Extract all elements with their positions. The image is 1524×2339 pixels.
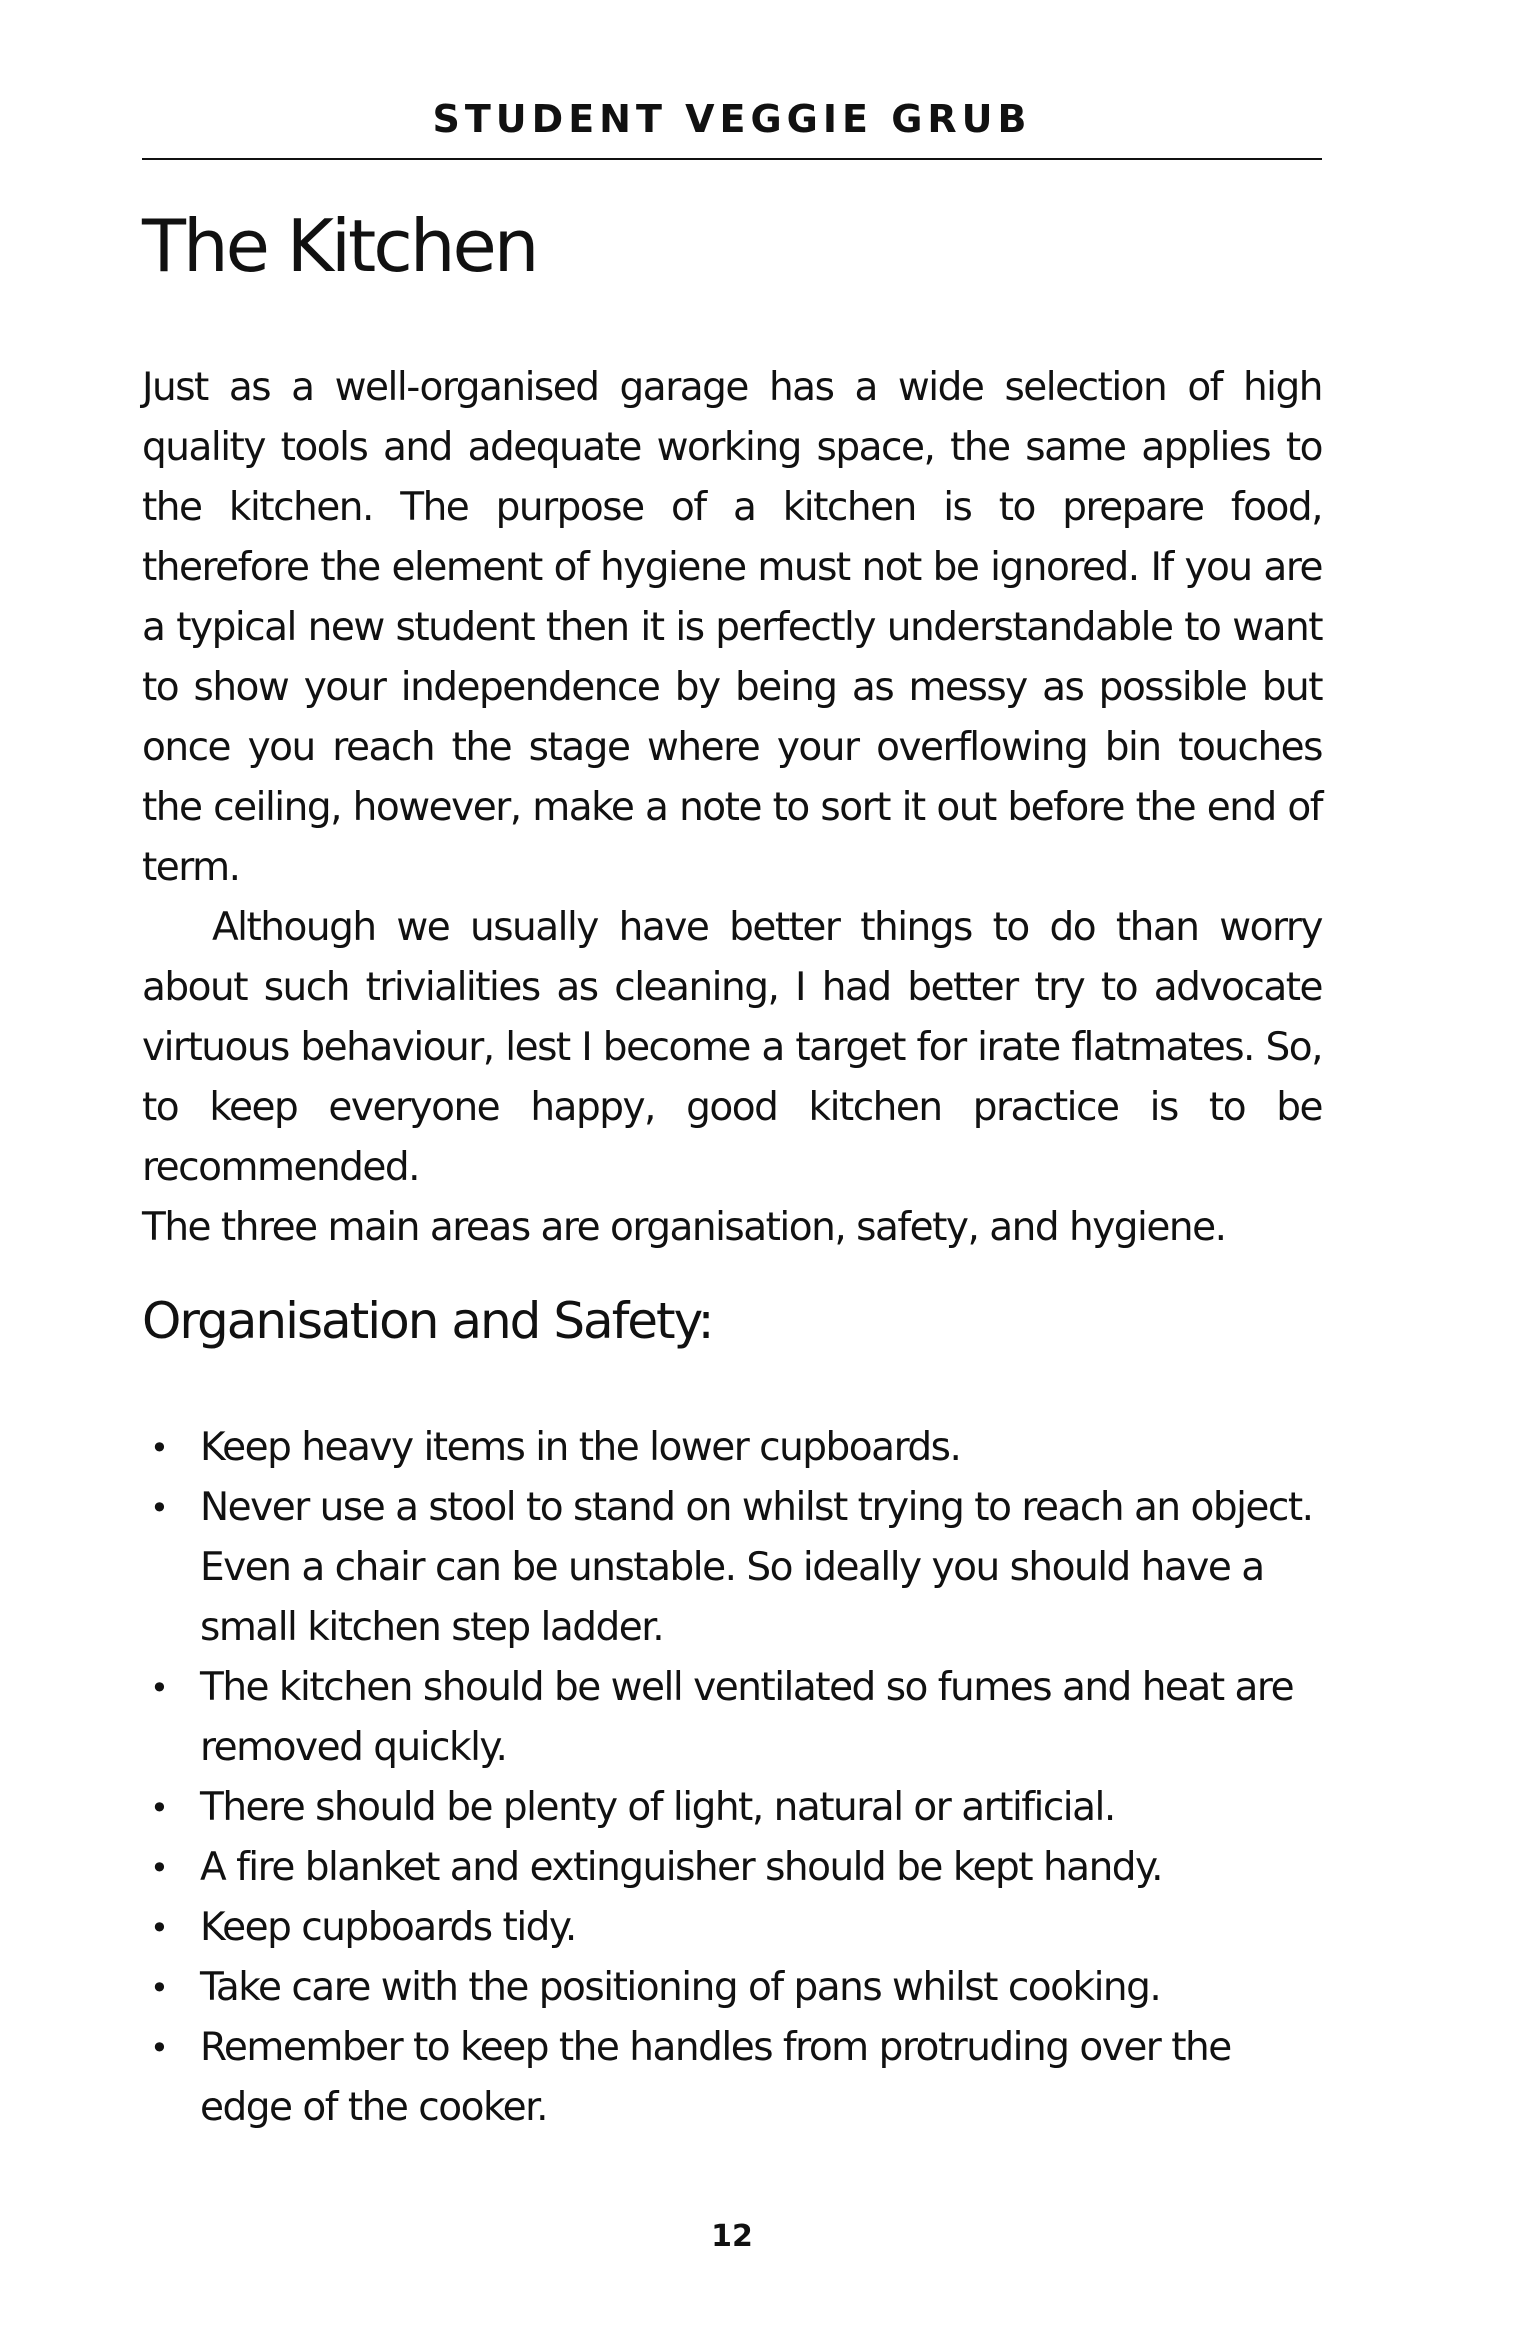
bullet-item	[142, 1418, 1322, 1478]
bullet-dot-icon: •	[150, 1909, 168, 1947]
running-header: STUDENT VEGGIE GRUB	[432, 97, 1032, 141]
bullet-text: Remember to keep the handles from protruding over the edge of the cooker.	[200, 2025, 1231, 2130]
summary-paragraph: The three main areas are organisation, safety, and hygiene.	[142, 1205, 1226, 1250]
bullet-item	[142, 1478, 1322, 1658]
bullet-text: Take care with the positioning of pans whilst cooking.	[200, 1965, 1161, 2010]
page-number: 12	[711, 2219, 753, 2254]
bullet-dot-icon: •	[150, 1429, 168, 1467]
bullet-dot-icon: •	[150, 1669, 168, 1707]
intro-paragraph-1: Just as a well-organised garage has a wide selection of high quality tools and adequate working space, the same applies to the kitchen. The purpose of a kitchen is to prepare food, therefore the element of hygiene must not be ignored. If you are a typical new student then it is perfectly understandable to want to show your independence by being as messy as possible but once you reach the stage where your overflowing bin touches the ceiling, however, make a note to sort it out before the end of term.	[142, 365, 1322, 890]
bullet-dot-icon: •	[150, 1849, 168, 1887]
bullet-text: Keep cupboards tidy.	[200, 1905, 576, 1950]
bullet-item	[142, 1658, 1322, 1778]
safety-bullet-list	[142, 1418, 1322, 2138]
bullet-text: There should be plenty of light, natural or artificial.	[200, 1785, 1115, 1830]
bullet-item	[142, 2018, 1322, 2138]
bullet-text: The kitchen should be well ventilated so fumes and heat are removed quickly.	[200, 1665, 1294, 1770]
intro-paragraph-2: Although we usually have better things to do than worry about such trivialities as cleaning, I had better try to advocate virtuous behaviour, lest I become a target for irate flatmates. So, to keep everyone happy, good kitchen practice is to be recommended.	[142, 905, 1322, 1190]
bullet-item	[142, 1958, 1322, 2018]
book-page	[142, 0, 1322, 2339]
bullet-text: Keep heavy items in the lower cupboards.	[200, 1425, 961, 1470]
bullet-item	[142, 1898, 1322, 1958]
bullet-text: Never use a stool to stand on whilst trying to reach an object. Even a chair can be unstable. So ideally you should have a small kitchen step ladder.	[200, 1485, 1313, 1650]
bullet-dot-icon: •	[150, 2029, 168, 2067]
intro-text	[142, 358, 1322, 1198]
bullet-item	[142, 1838, 1322, 1898]
bullet-dot-icon: •	[150, 1969, 168, 2007]
bullet-text: A fire blanket and extinguisher should be kept handy.	[200, 1845, 1162, 1890]
bullet-item	[142, 1778, 1322, 1838]
bullet-dot-icon: •	[150, 1789, 168, 1827]
chapter-title: The Kitchen	[142, 204, 537, 288]
bullet-dot-icon: •	[150, 1489, 168, 1527]
header-rule	[142, 158, 1322, 160]
section-heading: Organisation and Safety:	[142, 1292, 713, 1350]
